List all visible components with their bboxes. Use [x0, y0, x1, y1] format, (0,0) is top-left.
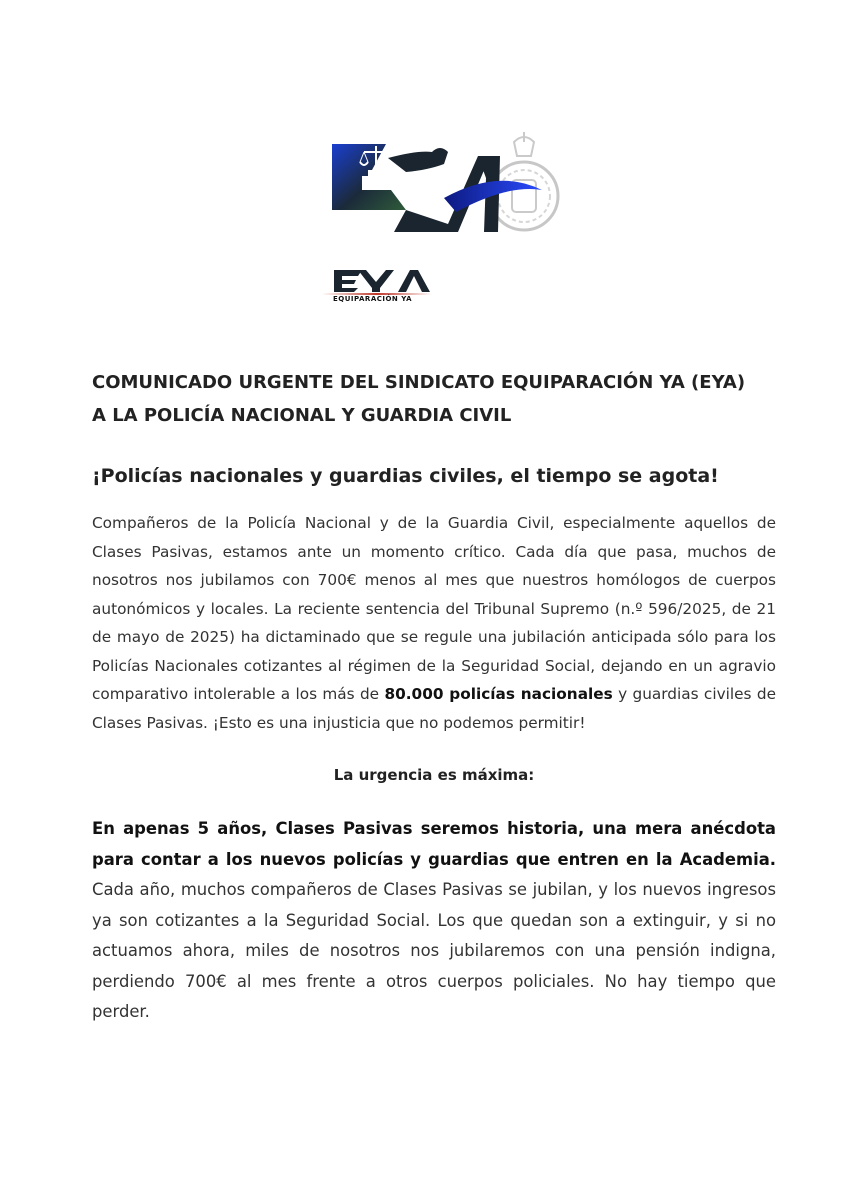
paragraph-1-text-after: y guardias civiles de Clases Pasivas. ¡Esto es una injusticia que no podemos permitir!: [92, 685, 776, 732]
paragraph-2: [92, 814, 776, 1028]
heading-line-2: A LA POLICÍA NACIONAL Y GUARDIA CIVIL: [92, 405, 512, 426]
eya-main-logo: [328, 128, 564, 252]
justice-figure-icon: [388, 148, 448, 172]
urgency-label: La urgencia es máxima:: [333, 766, 535, 784]
heading-line-1: COMUNICADO URGENTE DEL SINDICATO EQUIPARACIÓN YA (EYA): [92, 372, 746, 393]
paragraph-2-text-after: Cada año, muchos compañeros de Clases Pasivas se jubilan, y los nuevos ingresos ya son cotizantes a la Seguridad Social. Los que quedan son a extinguir, y si no actuamos ahora, miles de nosotros nos jubilaremos con una pensión indigna, perdiendo 700€ al mes frente a otros cuerpos policiales. No hay tiempo que perder.: [92, 880, 776, 1021]
communique-heading: [92, 366, 792, 432]
subheading: ¡Policías nacionales y guardias civiles, el tiempo se agota!: [92, 465, 719, 487]
paragraph-2-bold: En apenas 5 años, Clases Pasivas seremos historia, una mera anécdota para contar a los nuevos policías y guardias que entren en la Academia.: [92, 819, 776, 869]
paragraph-1-bold: 80.000 policías nacionales: [384, 685, 613, 703]
paragraph-1: [92, 509, 776, 737]
logo-caption: EQUIPARACIÓN YA: [333, 295, 413, 303]
paragraph-1-text-before: Compañeros de la Policía Nacional y de la Guardia Civil, especialmente aquellos de Clases Pasivas, estamos ante un momento crítico. Cada día que pasa, muchos de nosotros nos jubilamos con 700€ menos al mes que nuestros homólogos de cuerpos autonómicos y locales. La reciente sentencia del Tribunal Supremo (n.º 596/2025, de 21 de mayo de 2025) ha dictaminado que se regule una jubilación anticipada sólo para los Policías Nacionales cotizantes al régimen de la Seguridad Social, dejando en un agravio comparativo intolerable a los más de: [92, 514, 776, 703]
